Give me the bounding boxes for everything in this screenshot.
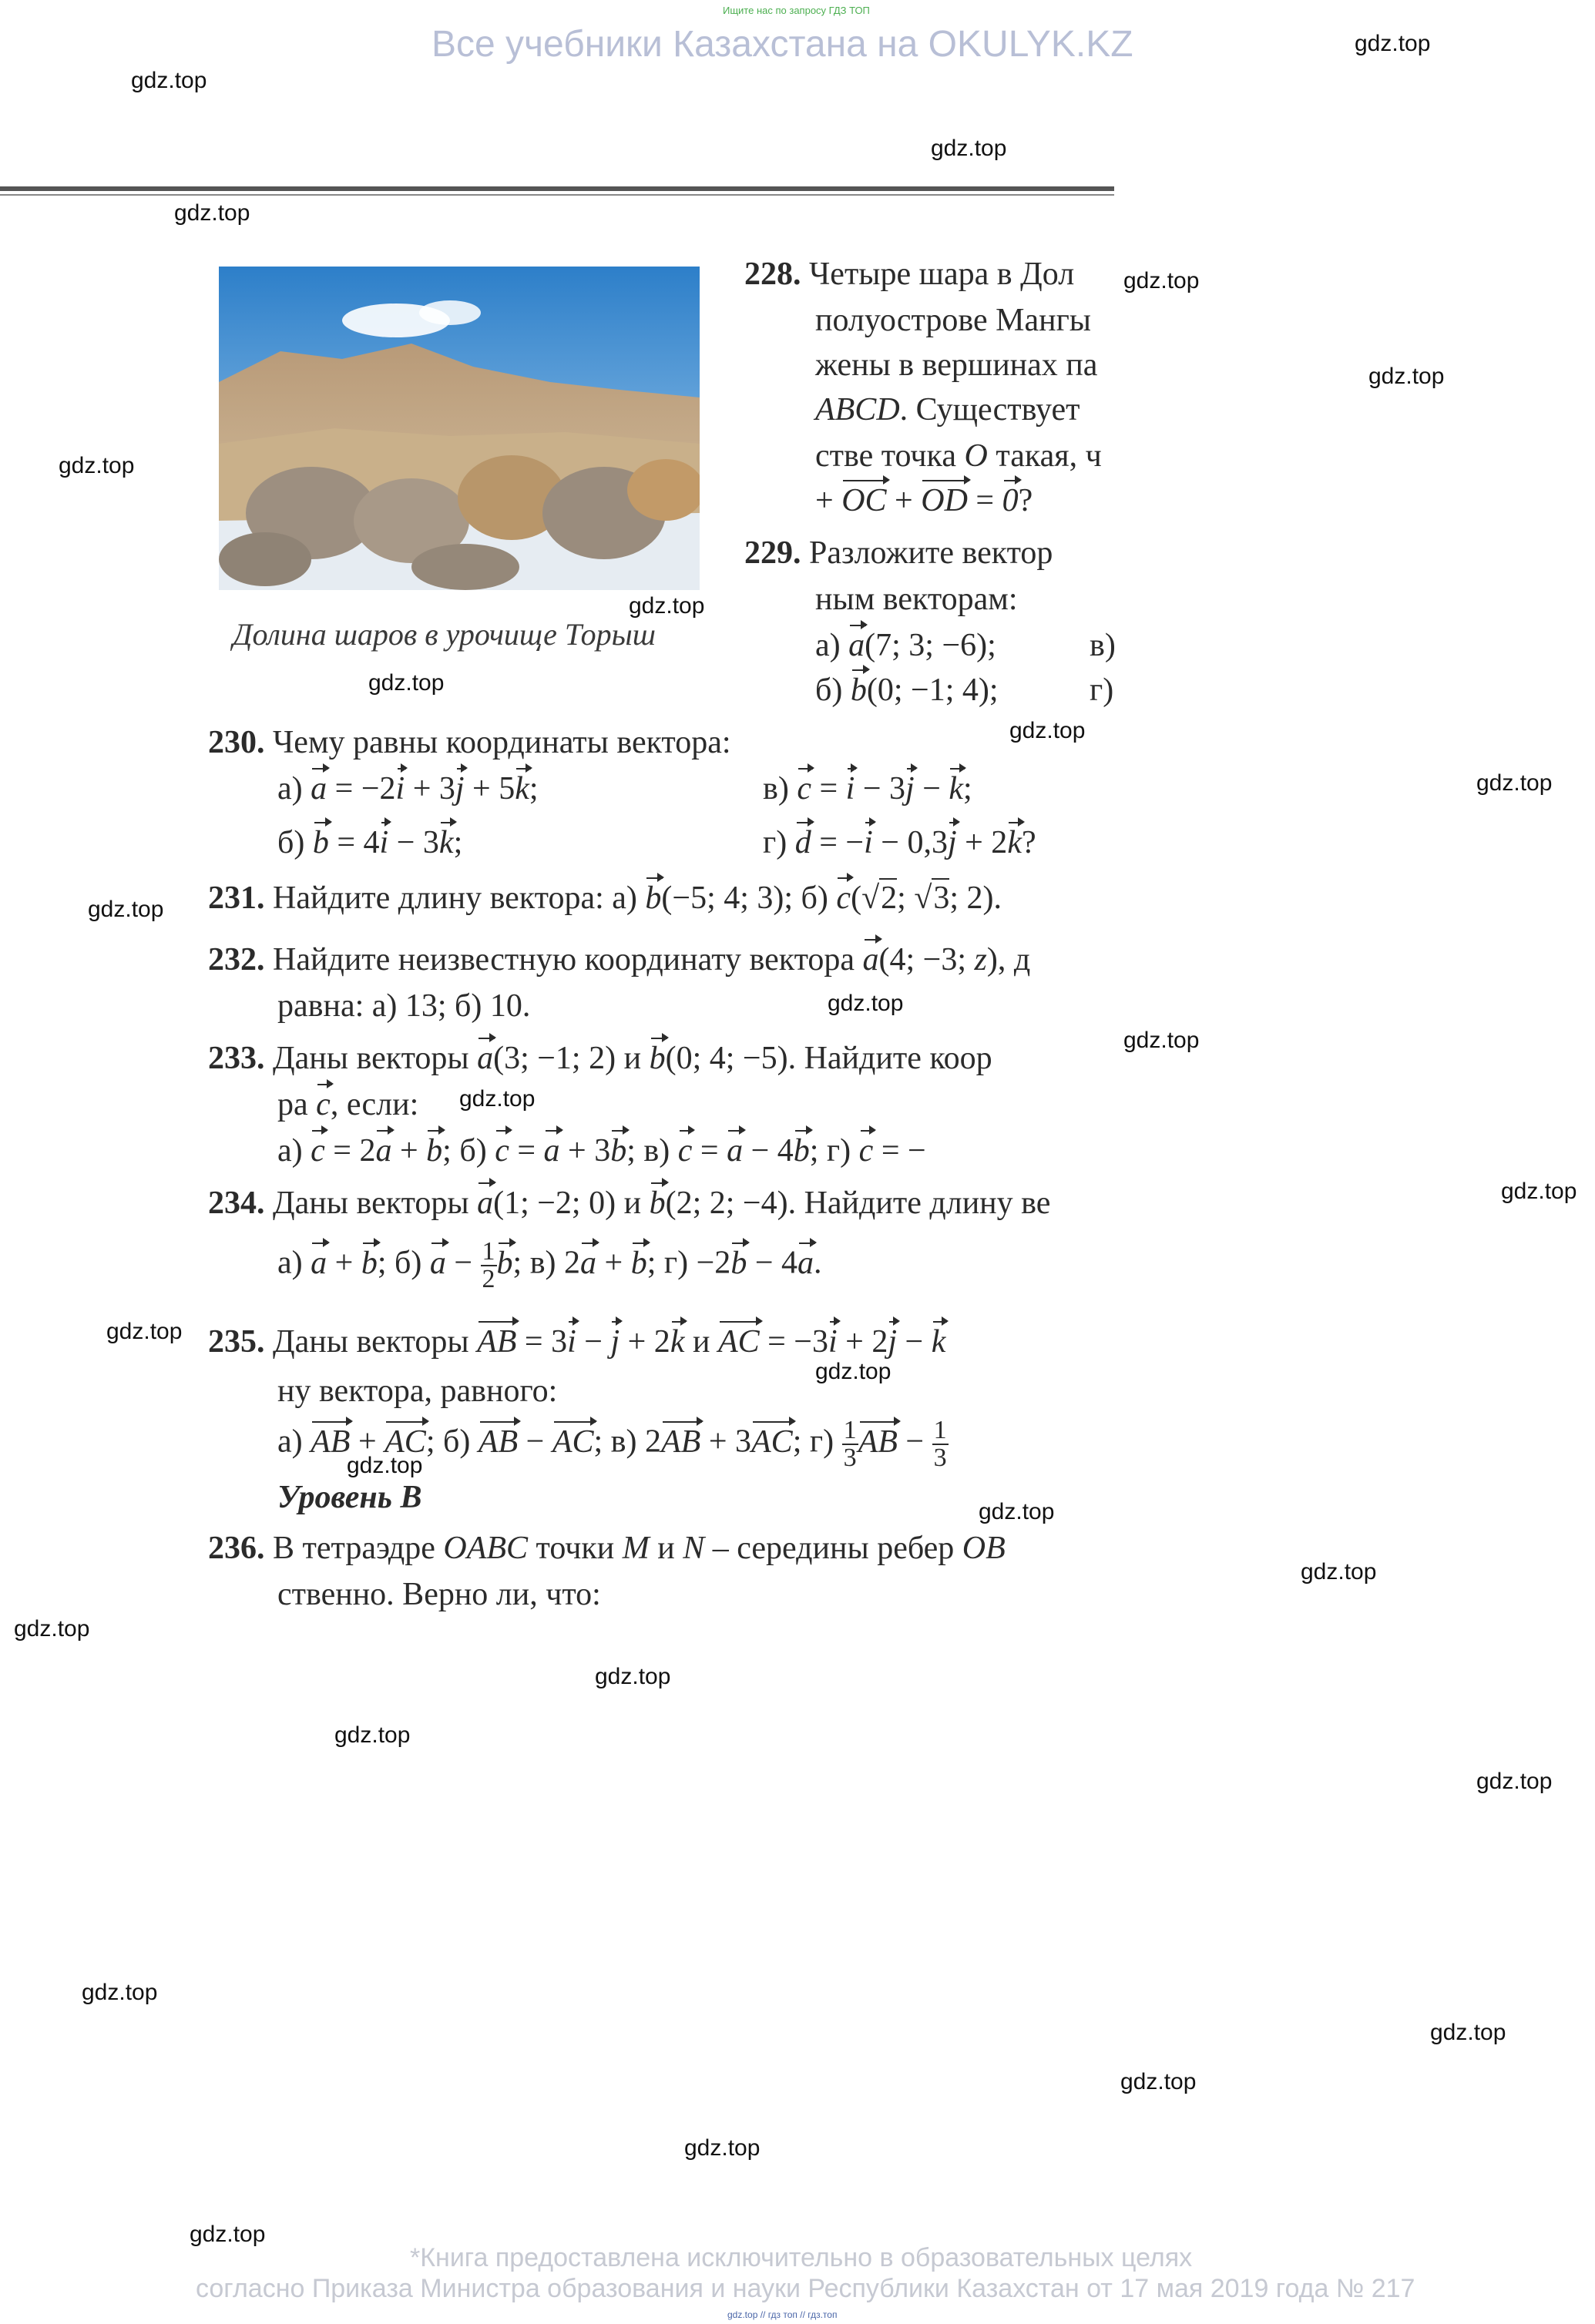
vector-b: b — [610, 1133, 627, 1169]
vector-b: b — [645, 880, 662, 916]
op: ; б) — [425, 1424, 471, 1460]
problem-text: , если: — [330, 1087, 419, 1122]
vector-c: c — [311, 1133, 325, 1169]
vector-b: b — [426, 1133, 443, 1169]
op: − — [905, 1324, 924, 1360]
problem-text: Разложите вектор — [809, 535, 1053, 571]
vector-b: b — [649, 1041, 666, 1076]
vector-a: a — [375, 1133, 392, 1169]
problem-233-line-3 — [277, 1132, 926, 1169]
vector-c: c — [797, 771, 811, 807]
op: + — [358, 1424, 377, 1460]
vector-a: a — [477, 1185, 494, 1221]
problem-229-item-b — [815, 672, 999, 709]
vector-i: i — [395, 771, 405, 807]
problem-234-line-2 — [277, 1239, 822, 1293]
header-rule-thin — [0, 194, 1114, 196]
numerator: 1 — [482, 1237, 495, 1266]
vector-j: j — [610, 1324, 620, 1360]
level-heading: Уровень В — [277, 1480, 422, 1515]
problem-229-item-v: в) — [1090, 628, 1116, 663]
op: = 4 — [337, 825, 380, 860]
problem-text: Даны векторы — [273, 1324, 469, 1360]
footer-links[interactable]: gdz.top // гдз топ // гдз.топ — [727, 2309, 838, 2320]
watermark[interactable]: gdz.top — [131, 68, 207, 93]
search-hint: Ищите нас по запросу ГДЗ ТОП — [723, 5, 870, 16]
vector-oc: OC — [841, 483, 887, 518]
op: − 3 — [862, 771, 906, 807]
vector-ab: AB — [477, 1324, 517, 1360]
watermark[interactable]: gdz.top — [82, 1980, 158, 2005]
op: ; в) 2 — [593, 1424, 662, 1460]
op: ( — [851, 880, 862, 916]
vector-b: b — [730, 1245, 747, 1281]
vector-a: a — [848, 628, 865, 663]
problem-229-item-a — [815, 627, 996, 664]
coords: (4; −3; — [878, 942, 967, 978]
op: ; в) — [626, 1133, 670, 1169]
item-label: а) — [277, 1133, 303, 1169]
vector-a: a — [477, 1041, 494, 1076]
vector-ab: AB — [478, 1424, 519, 1460]
coords: (0; 4; −5). Найдите коор — [665, 1041, 992, 1076]
problem-229-line-1 — [744, 535, 1053, 572]
watermark[interactable]: gdz.top — [815, 1359, 892, 1384]
op: + 3 — [708, 1424, 752, 1460]
problem-228-line-5 — [815, 438, 1102, 475]
watermark[interactable]: gdz.top — [828, 991, 904, 1016]
watermark[interactable]: gdz.top — [684, 2135, 761, 2161]
watermark[interactable]: gdz.top — [1430, 2020, 1506, 2045]
watermark[interactable]: gdz.top — [368, 670, 445, 696]
denominator: 3 — [843, 1444, 857, 1472]
coords: (1; −2; 0) и — [493, 1185, 642, 1221]
watermark[interactable]: gdz.top — [174, 200, 250, 226]
op: ; — [529, 771, 539, 807]
point-label: O — [964, 438, 988, 474]
vector-i: i — [864, 825, 873, 860]
vector-ab: AB — [311, 1424, 351, 1460]
watermark[interactable]: gdz.top — [88, 897, 164, 922]
op: = — [700, 1133, 719, 1169]
op: − 3 — [396, 825, 439, 860]
problem-text: Четыре шара в Дол — [809, 257, 1075, 292]
problem-text: такая, ч — [996, 438, 1102, 474]
op: ; — [897, 880, 906, 916]
item-label: а) — [277, 1245, 303, 1281]
vector-a: a — [311, 771, 327, 807]
op: + 2 — [845, 1324, 888, 1360]
op: − — [905, 1424, 925, 1460]
op: − — [526, 1424, 545, 1460]
vector-j: j — [888, 1324, 898, 1360]
op: − 0,3 — [881, 825, 948, 860]
fraction-half — [481, 1239, 497, 1293]
op: ; б) — [442, 1133, 487, 1169]
problem-236-line-1 — [208, 1530, 1006, 1567]
vector-b: b — [793, 1133, 810, 1169]
header-rule — [0, 186, 1114, 191]
problem-228-line-6 — [815, 482, 1033, 519]
vector-k: k — [670, 1324, 685, 1360]
vector-i: i — [828, 1324, 838, 1360]
op: + — [334, 1245, 354, 1281]
problem-228-line-1 — [744, 256, 1074, 293]
problem-230-title — [208, 724, 731, 761]
problem-text: и — [657, 1531, 675, 1566]
problem-228-line-3: жены в вершинах па — [815, 347, 1098, 383]
vector-a: a — [580, 1245, 597, 1281]
op: ; 2). — [949, 880, 1002, 916]
op: ? — [1018, 483, 1033, 518]
vector-a: a — [798, 1245, 814, 1281]
op: = 2 — [333, 1133, 376, 1169]
op: ; — [963, 771, 972, 807]
op: − 4 — [750, 1133, 794, 1169]
problem-number: 229. — [744, 535, 801, 571]
vector-k: k — [515, 771, 529, 807]
fraction-third — [932, 1417, 949, 1471]
item-label: а) — [277, 1424, 303, 1460]
op: + 2 — [627, 1324, 670, 1360]
problem-text: Чему равны координаты вектора: — [273, 725, 731, 760]
problem-228-line-4 — [815, 391, 1080, 428]
vector-a: a — [727, 1133, 744, 1169]
op: ; г) — [809, 1133, 851, 1169]
watermark[interactable]: gdz.top — [1120, 2069, 1197, 2094]
watermark[interactable]: gdz.top — [14, 1616, 90, 1642]
coords: ), д — [986, 942, 1031, 978]
op: + — [604, 1245, 623, 1281]
op: = — [819, 771, 838, 807]
vector-b: b — [850, 672, 867, 708]
item-label: а) — [277, 771, 303, 807]
vector-b: b — [361, 1245, 378, 1281]
point-label: N — [683, 1531, 705, 1566]
quad-label: ABCD — [815, 392, 900, 428]
vector-a: a — [311, 1245, 327, 1281]
item-label: б) — [277, 825, 305, 860]
op: ; б) — [377, 1245, 422, 1281]
watermark[interactable]: gdz.top — [347, 1453, 423, 1478]
problem-230-item-b — [277, 824, 462, 861]
vector-k: k — [949, 771, 964, 807]
op: ? — [1021, 825, 1036, 860]
watermark[interactable]: gdz.top — [106, 1319, 183, 1344]
op: ; г) — [792, 1424, 834, 1460]
problem-234-line-1 — [208, 1185, 1050, 1222]
problem-text: и — [692, 1324, 710, 1360]
problem-number: 232. — [208, 942, 265, 978]
problem-text: Даны векторы — [273, 1041, 469, 1076]
watermark[interactable]: gdz.top — [1368, 364, 1445, 389]
fraction-third — [842, 1417, 858, 1471]
sqrt-3: 3 — [932, 878, 949, 917]
vector-c: c — [858, 1133, 874, 1169]
denominator: 3 — [933, 1444, 947, 1472]
vector-ac: AC — [552, 1424, 594, 1460]
vector-b: b — [496, 1245, 513, 1281]
problem-text: Найдите длину вектора: а) — [273, 880, 637, 916]
vector-j: j — [455, 771, 465, 807]
vector-j: j — [947, 825, 957, 860]
sqrt-2: 2 — [879, 878, 897, 917]
problem-235-line-1 — [208, 1323, 945, 1360]
problem-229-line-2: ным векторам: — [815, 582, 1018, 617]
problem-229-item-g: г) — [1090, 672, 1114, 708]
op: + 3 — [568, 1133, 611, 1169]
problem-228-line-2: полуострове Мангы — [815, 303, 1092, 338]
item-label: а) — [815, 628, 841, 663]
vector-k: k — [1007, 825, 1022, 860]
vector-i: i — [379, 825, 389, 860]
problem-text: точки — [536, 1531, 615, 1566]
vector-od: OD — [921, 483, 968, 518]
vector-a: a — [429, 1245, 446, 1281]
vector-ac: AC — [717, 1324, 760, 1360]
op: = − — [881, 1133, 926, 1169]
problem-number: 230. — [208, 725, 265, 760]
op: + 5 — [472, 771, 515, 807]
tetra-label: OABC — [443, 1531, 529, 1566]
watermark[interactable]: gdz.top — [1501, 1179, 1577, 1204]
problem-text: В тетраэдре — [273, 1531, 435, 1566]
problem-230-item-g — [763, 824, 1036, 861]
watermark[interactable]: gdz.top — [1123, 268, 1200, 293]
watermark[interactable]: gdz.top — [1123, 1028, 1200, 1053]
op: = 3 — [524, 1324, 568, 1360]
valley-photo — [219, 267, 700, 590]
op: ; г) −2 — [646, 1245, 731, 1281]
watermark[interactable]: gdz.top — [979, 1499, 1055, 1524]
op: + — [399, 1133, 418, 1169]
item-label: г) — [763, 825, 787, 860]
watermark[interactable]: gdz.top — [59, 453, 135, 478]
op: = −3 — [767, 1324, 828, 1360]
op: − — [584, 1324, 603, 1360]
footer-note-1: *Книга предоставлена исключительно в образовательных целях — [410, 2243, 1193, 2272]
op: . — [814, 1245, 822, 1281]
op: = — [517, 1133, 536, 1169]
denominator: 2 — [482, 1265, 495, 1293]
problem-text: Найдите неизвестную координату вектора — [273, 942, 855, 978]
problem-number: 234. — [208, 1185, 265, 1221]
item-label: б) — [815, 672, 843, 708]
op: + 3 — [412, 771, 455, 807]
coords: (−5; 4; 3); б) — [661, 880, 828, 916]
problem-233-line-1 — [208, 1040, 992, 1077]
vector-k: k — [438, 825, 454, 860]
point-label: M — [622, 1531, 650, 1566]
op: − — [454, 1245, 473, 1281]
coords: (0; −1; 4); — [866, 672, 999, 708]
watermark[interactable]: gdz.top — [629, 593, 705, 619]
op: + 2 — [965, 825, 1008, 860]
vector-b: b — [630, 1245, 647, 1281]
op: ; в) 2 — [512, 1245, 581, 1281]
problem-230-item-v — [763, 770, 972, 807]
numerator: 1 — [933, 1416, 947, 1444]
coords: (3; −1; 2) и — [493, 1041, 642, 1076]
problem-number: 233. — [208, 1041, 265, 1076]
site-title[interactable]: Все учебники Казахстана на OKULYK.KZ — [431, 24, 1133, 65]
vector-k: k — [931, 1324, 946, 1360]
watermark[interactable]: gdz.top — [334, 1722, 411, 1748]
op: ; — [453, 825, 463, 860]
problem-236-line-2: ственно. Верно ли, что: — [277, 1577, 601, 1612]
vector-d: d — [794, 825, 811, 860]
valley-photo-illustration — [219, 267, 700, 590]
op: = − — [819, 825, 865, 860]
vector-c: c — [495, 1133, 509, 1169]
problem-235-line-2: ну вектора, равного: — [277, 1373, 558, 1409]
vector-a: a — [543, 1133, 560, 1169]
item-label: в) — [763, 771, 789, 807]
watermark[interactable]: gdz.top — [1009, 718, 1086, 743]
op: = — [975, 483, 995, 518]
vector-c: c — [316, 1087, 331, 1122]
problem-text: – середины ребер — [712, 1531, 955, 1566]
watermark[interactable]: gdz.top — [1355, 31, 1431, 56]
edge-label: OB — [962, 1531, 1006, 1566]
problem-number: 235. — [208, 1324, 265, 1360]
vector-zero: 0 — [1002, 483, 1019, 518]
watermark[interactable]: gdz.top — [1301, 1559, 1377, 1585]
problem-text: ра — [277, 1087, 308, 1122]
vector-c: c — [836, 880, 851, 916]
vector-i: i — [845, 771, 855, 807]
coords: (7; 3; −6); — [865, 628, 996, 663]
problem-number: 231. — [208, 880, 265, 916]
problem-number: 236. — [208, 1531, 265, 1566]
vector-j: j — [905, 771, 915, 807]
problem-number: 228. — [744, 257, 801, 292]
problem-text: стве точка — [815, 438, 956, 474]
vector-c: c — [677, 1133, 693, 1169]
watermark[interactable]: gdz.top — [595, 1664, 671, 1689]
op: + — [895, 483, 913, 518]
watermark[interactable]: gdz.top — [190, 2222, 266, 2247]
problem-text: . Существует — [899, 392, 1080, 428]
vector-ab: AB — [858, 1424, 898, 1460]
vector-i: i — [567, 1324, 576, 1360]
coords: (2; 2; −4). Найдите длину ве — [665, 1185, 1051, 1221]
problem-233-line-2 — [277, 1086, 418, 1123]
op: − 4 — [754, 1245, 798, 1281]
problem-232-line-1 — [208, 941, 1030, 978]
op: − — [922, 771, 941, 807]
op: = −2 — [334, 771, 396, 807]
problem-230-item-a — [277, 770, 539, 807]
photo-caption: Долина шаров в урочище Торыш — [233, 617, 656, 652]
problem-231: 231. Найдите длину вектора: а) b(−5; 4; 3); б) c(√2; √3; 2). — [208, 878, 1002, 917]
numerator: 1 — [843, 1416, 857, 1444]
vector-ac: AC — [384, 1424, 426, 1460]
vector-b: b — [649, 1185, 666, 1221]
vector-a: a — [862, 942, 879, 978]
op: + — [815, 483, 834, 518]
watermark[interactable]: gdz.top — [1476, 1769, 1553, 1794]
problem-232-line-2: равна: а) 13; б) 10. — [277, 988, 531, 1024]
problem-text: Даны векторы — [273, 1185, 469, 1221]
watermark[interactable]: gdz.top — [931, 136, 1007, 161]
watermark[interactable]: gdz.top — [459, 1086, 536, 1112]
coord-z: z — [974, 942, 987, 978]
vector-ab: AB — [661, 1424, 701, 1460]
watermark[interactable]: gdz.top — [1476, 770, 1553, 796]
vector-b: b — [312, 825, 329, 860]
footer-note-2: согласно Приказа Министра образования и науки Республики Казахстан от 17 мая 2019 года № 217 — [196, 2274, 1415, 2303]
vector-ac: AC — [751, 1424, 793, 1460]
